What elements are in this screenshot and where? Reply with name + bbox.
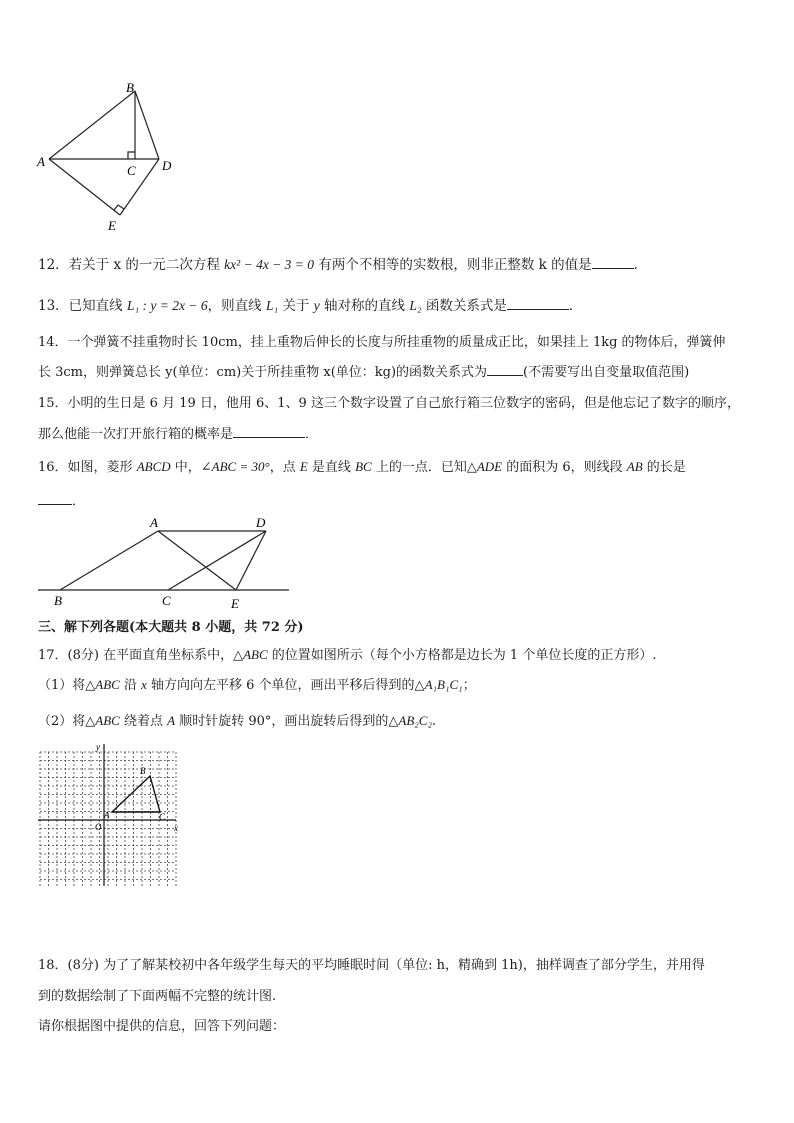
axis-label-y: y <box>96 742 100 752</box>
q17-p1-text-b: 沿 <box>119 678 142 693</box>
figure-quadrilateral-abde <box>30 78 190 238</box>
question-15-line-2 <box>38 425 318 444</box>
label-c: C <box>127 163 136 178</box>
q12-text: 12．若关于 x 的一元二次方程 <box>38 257 225 273</box>
triangle-abc <box>112 776 160 812</box>
label-a: A <box>37 154 45 169</box>
q13-text-b: ，则直线 <box>207 298 266 314</box>
q13-l2: L₂ <box>409 298 422 313</box>
q13-text-e: 函数关系式是 <box>421 298 507 314</box>
axis-label-x: x <box>174 823 178 833</box>
figure-coordinate-grid <box>30 740 190 890</box>
q12-text-b: 有两个不相等的实数根，则非正整数 k 的值是 <box>314 257 592 273</box>
q17-text-b: 的位置如图所示（每个小方格都是边长为 1 个单位长度的正方形）. <box>267 648 657 663</box>
label-c: C <box>159 812 166 822</box>
segment-bd <box>135 91 159 159</box>
label-b: B <box>140 766 146 776</box>
q14-answer-blank[interactable] <box>487 363 523 376</box>
q16-text-f: 的面积为 6，则线段 <box>502 460 627 475</box>
q16-ade: ADE <box>476 459 503 474</box>
q17-abc: ABC <box>243 647 268 662</box>
question-16-line-1 <box>38 458 686 477</box>
figure-rhombus-abcd <box>30 512 300 612</box>
q16-end: ． <box>72 494 86 509</box>
q15-text-1: 15．小明的生日是 6 月 19 日，他用 6、1、9 这三个数字设置了自己旅行箱三位数字的密码，但是他忘记了数字的顺序， <box>38 396 740 411</box>
q17-p1-text-c: 轴方向向左平移 6 个单位，画出平移后得到的△ <box>146 678 425 693</box>
q15-end: ． <box>305 427 319 442</box>
right-angle-mark-c <box>128 152 135 159</box>
q17-text: 17．(8分) 在平面直角坐标系中，△ <box>38 648 244 663</box>
q13-text-c: 关于 <box>278 298 314 314</box>
question-18-line-2 <box>38 988 276 1006</box>
q17-p2-text: （2）将△ <box>38 714 96 729</box>
q16-e: E <box>299 459 308 474</box>
q17-p1-triangle: A₁B₁C₁ <box>424 677 463 692</box>
q17-p1-x: x <box>141 677 147 692</box>
segment-ed <box>120 159 159 215</box>
q16-text-d: 是直线 <box>307 460 356 475</box>
q14-text-3: (不需要写出自变量取值范围) <box>523 365 690 380</box>
q16-text: 16．如图，菱形 <box>38 460 137 475</box>
right-angle-mark-e <box>114 205 124 210</box>
q15-text-2: 那么他能一次打开旅行箱的概率是 <box>38 427 234 442</box>
q13-answer-blank[interactable] <box>507 297 569 310</box>
question-17-part-2 <box>38 712 436 731</box>
q16-text-e: 上的一点．已知△ <box>371 460 477 475</box>
q16-bc: BC <box>355 459 372 474</box>
q13-text-d: 轴对称的直线 <box>319 298 410 314</box>
q13-equation: L₁ : y = 2x − 6 <box>126 298 208 313</box>
question-12 <box>38 256 647 274</box>
q13-y: y <box>313 298 320 313</box>
q16-answer-blank[interactable] <box>38 492 72 505</box>
q18-text-3: 请你根据图中提供的信息，回答下列问题： <box>38 1019 286 1034</box>
q16-text-c: ，点 <box>269 460 300 475</box>
q14-text-2: 长 3cm，则弹簧总长 y(单位：cm)关于所挂重物 x(单位：kg)的函数关系式为 <box>38 365 488 380</box>
question-18-line-3 <box>38 1018 285 1036</box>
q18-text-1: 18．(8分) 为了了解某校初中各年级学生每天的平均睡眠时间（单位: h，精确到 1h)，抽样调查了部分学生，并用得 <box>38 958 705 973</box>
q16-text-g: 的长是 <box>642 460 686 475</box>
question-16-line-2 <box>38 492 85 511</box>
q17-p1-text: （1）将△ <box>38 678 96 693</box>
question-14-line-2 <box>38 363 689 382</box>
q17-p2-text-b: 绕着点 <box>119 714 168 729</box>
label-d: D <box>256 515 266 530</box>
segment-ae <box>158 531 236 590</box>
section-3-title-text: 三、解下列各题(本大题共 8 小题，共 72 分) <box>38 620 304 635</box>
question-18-line-1 <box>38 957 705 975</box>
q17-p2-text-c: 顺时针旋转 90°，画出旋转后得到的△ <box>175 714 399 729</box>
q17-p1-end: ； <box>462 678 476 693</box>
q17-p2-end: . <box>431 714 437 729</box>
section-3-title <box>38 619 304 637</box>
question-15-line-1 <box>38 395 740 413</box>
label-a: A <box>104 810 110 820</box>
q17-p1-abc: ABC <box>95 677 120 692</box>
question-13 <box>38 297 582 315</box>
q13-end: ． <box>568 298 583 314</box>
q17-p2-abc: ABC <box>95 713 120 728</box>
q17-p2-a: A <box>167 713 176 728</box>
q13-text: 13．已知直线 <box>38 298 127 314</box>
label-e: E <box>231 596 239 611</box>
question-14-line-1 <box>38 334 726 352</box>
q18-text-2: 到的数据绘制了下面两幅不完整的统计图. <box>38 989 277 1004</box>
q15-answer-blank[interactable] <box>233 425 305 438</box>
label-c: C <box>162 593 171 608</box>
label-e: E <box>108 218 116 233</box>
q17-p2-triangle: AB₂C₂ <box>398 713 432 728</box>
q16-text-b: 中， <box>170 460 201 475</box>
question-17-intro <box>38 646 656 665</box>
segment-ab <box>60 531 158 590</box>
q13-l1: L₁ <box>265 298 279 313</box>
q12-answer-blank[interactable] <box>592 256 634 269</box>
q12-equation: kx² − 4x − 3 = 0 <box>224 257 315 272</box>
q16-abcd: ABCD <box>136 459 171 474</box>
segment-ae <box>49 159 120 215</box>
q16-angle: ∠ABC = 30° <box>200 459 270 474</box>
q12-end: ． <box>633 257 648 273</box>
label-b: B <box>54 593 62 608</box>
label-d: D <box>162 158 172 173</box>
label-origin: O <box>95 822 102 832</box>
label-a: A <box>150 515 158 530</box>
label-b: B <box>126 80 134 95</box>
segment-ab <box>49 91 135 159</box>
q16-ab: AB <box>626 459 643 474</box>
question-17-part-1 <box>38 676 476 695</box>
q14-text-1: 14．一个弹簧不挂重物时长 10cm，挂上重物后伸长的长度与所挂重物的质量成正比，如果挂上 1kg 的物体后，弹簧伸 <box>38 335 726 350</box>
